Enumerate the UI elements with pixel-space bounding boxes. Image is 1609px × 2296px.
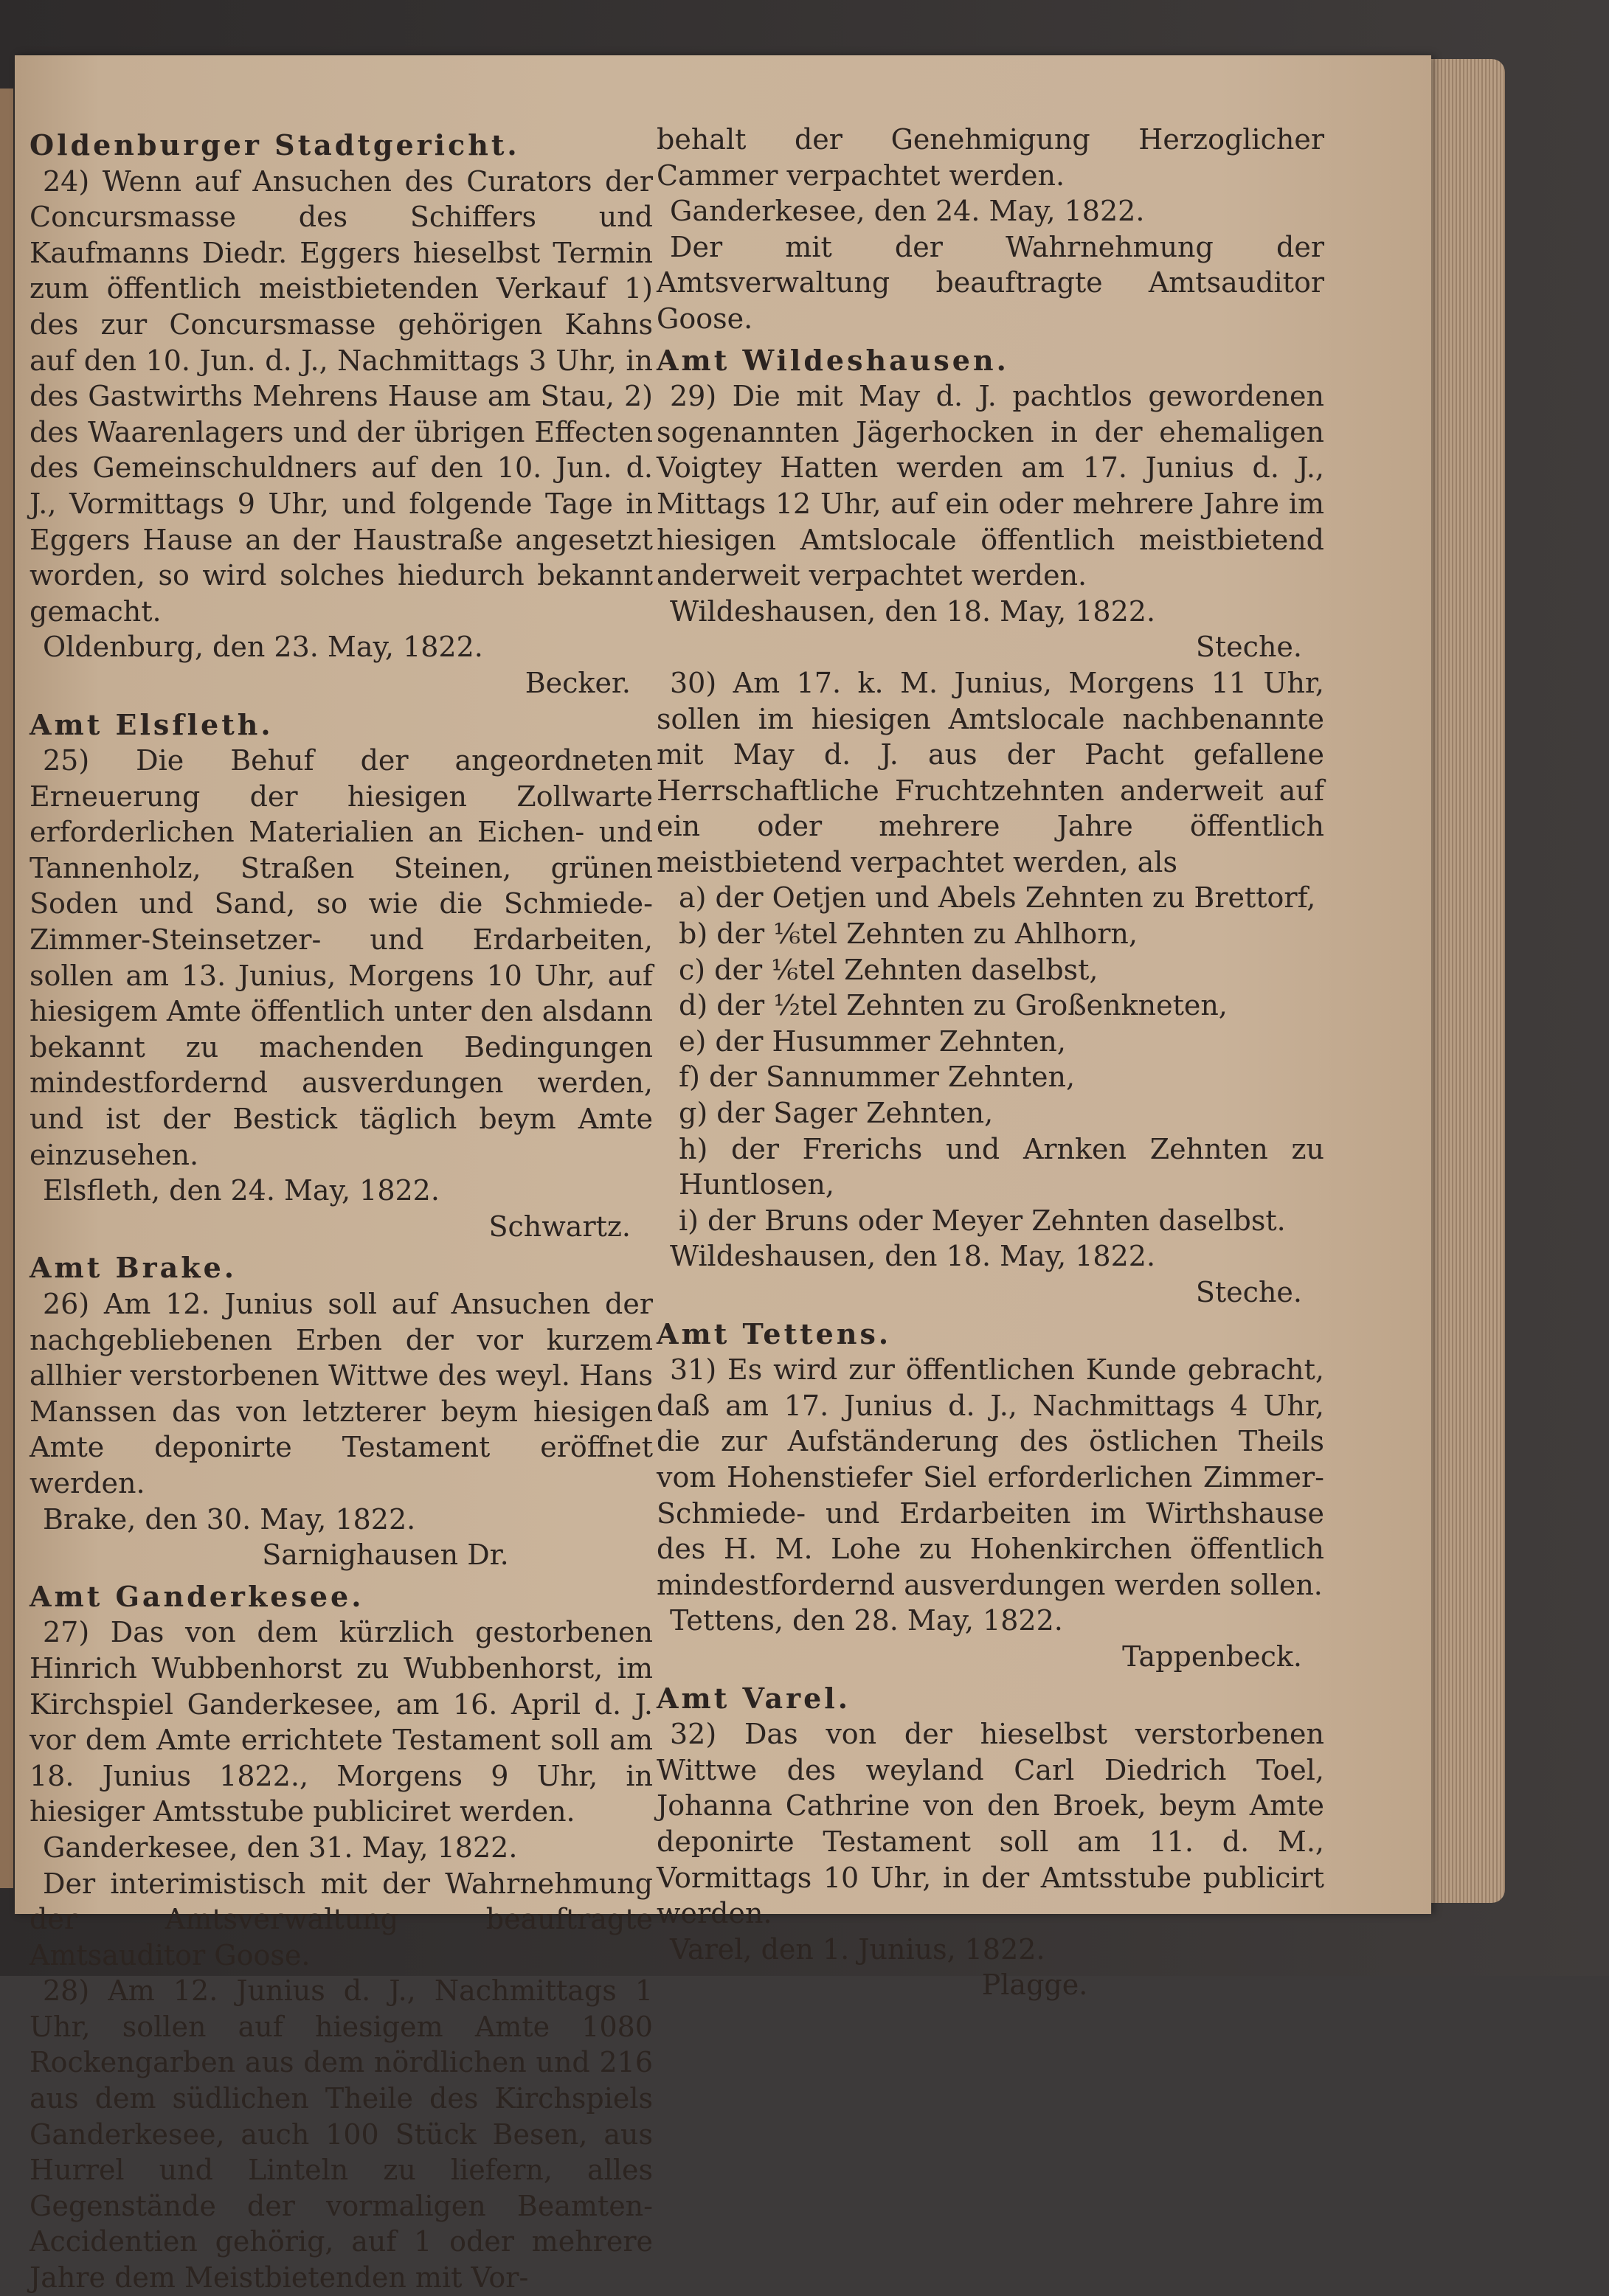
place-date: Brake, den 30. May, 1822. [43, 1502, 416, 1536]
place-date: Elsfleth, den 24. May, 1822. [43, 1174, 440, 1207]
document-page [15, 55, 1431, 2295]
section-heading-brake: Amt Brake. [30, 1251, 237, 1285]
place-date: Tettens, den 28. May, 1822. [670, 1604, 1063, 1637]
notice-27: 27) Das von dem kürzlich gestorbenen Hinrich Wubbenhorst zu Wubbenhorst, im Kirchspiel Ganderkesee, am 16. April d. J. vor dem Amte errichtete Testament soll am 18. Junius 1822., Morgens 9 Uhr, in hiesiger Amtsstube publiciret werden. [30, 1616, 653, 1828]
section-heading-varel: Amt Varel. [657, 1681, 851, 1715]
list-item: a) der Oetjen und Abels Zehnten zu Brettorf, [679, 881, 1316, 915]
list-item: d) der ½tel Zehnten zu Großenkneten, [679, 989, 1228, 1022]
signature: Steche. [1195, 1276, 1302, 1308]
place-date: Ganderkesee, den 31. May, 1822. [43, 1831, 518, 1864]
right-column [657, 122, 1324, 2003]
place-date: Varel, den 1. Junius, 1822. [670, 1932, 1045, 1966]
place-date: Oldenburg, den 23. May, 1822. [43, 631, 483, 664]
signature: Schwartz. [488, 1210, 631, 1243]
signature: Steche. [1195, 631, 1302, 664]
notice-30: 30) Am 17. k. M. Junius, Morgens 11 Uhr, sollen im hiesigen Amtslocale nachbenannte mit May d. J. aus der Pacht gefallene Herrschaftliche Fruchtzehnten anderweit auf ein oder mehrere Jahre öffentlich meistbietend verpachtet werden, als [657, 666, 1324, 878]
signature-name: Goose. [657, 302, 753, 335]
signature-name: Goose. [214, 1938, 311, 1971]
facing-page-edge [0, 89, 13, 1888]
notice-28-continuation: behalt der Genehmigung Herzoglicher Cammer verpachtet werden. [657, 123, 1324, 192]
list-item: f) der Sannummer Zehnten, [679, 1061, 1076, 1094]
section-heading-oldenburg: Oldenburger Stadtgericht. [30, 128, 520, 162]
list-item: i) der Bruns oder Meyer Zehnten daselbst. [679, 1204, 1286, 1237]
signature-line [30, 1866, 653, 1974]
notice-28: 28) Am 12. Junius d. J., Nachmittags 1 Uhr, sollen auf hiesigem Amte 1080 Rockengarben aus dem nördlichen und 216 aus dem südlichen Theile des Kirchspiels Ganderkesee, auch 100 Stück Besen, aus Hurrel und Linteln zu liefern, alles Gegenstände der vormaligen Beamten-Accidentien gehörig, auf 1 oder mehrere Jahre dem Meistbietenden mit Vor- [30, 1974, 653, 2295]
notice-26: 26) Am 12. Junius soll auf Ansuchen der nachgebliebenen Erben der vor kurzem allhier verstorbenen Wittwe des weyl. Hans Manssen das von letzterer beym hiesigen Amte deponirte Testament eröffnet werden. [30, 1288, 653, 1499]
list-item: g) der Sager Zehnten, [679, 1097, 994, 1130]
signature-line [657, 229, 1324, 337]
place-date: Wildeshausen, den 18. May, 1822. [670, 594, 1156, 628]
signature-text: Der mit der Wahrnehmung der Amtsverwaltung beauftragte Amtsauditor [657, 230, 1324, 299]
signature: Sarnighausen Dr. [262, 1539, 509, 1572]
notice-25: 25) Die Behuf der angeordneten Erneuerung der hiesigen Zollwarte erforderlichen Materialien an Eichen- und Tannenholz, Straßen Steinen, grünen Soden und Sand, so wie die Schmiede-Zimmer-Steinsetzer- und Erdarbeiten, sollen am 13. Junius, Morgens 10 Uhr, auf hiesigem Amte öffentlich unter den alsdann bekannt zu machenden Bedingungen mindestfordernd ausverdungen werden, und ist der Bestick täglich beym Amte einzusehen. [30, 744, 653, 1171]
left-column [30, 122, 653, 2296]
list-item: h) der Frerichs und Arnken Zehnten zu Huntlosen, [679, 1132, 1324, 1201]
place-date: Ganderkesee, den 24. May, 1822. [670, 195, 1145, 228]
section-heading-elsfleth: Amt Elsfleth. [30, 707, 274, 741]
notice-24: 24) Wenn auf Ansuchen des Curators der Concursmasse des Schiffers und Kaufmanns Diedr. Eggers hieselbst Termin zum öffentlich meistbietenden Verkauf 1) des zur Concursmasse gehörigen Kahns auf den 10. Jun. d. J., Nachmittags 3 Uhr, in des Gastwirths Mehrens Hause am Stau, 2) des Waarenlagers und der übrigen Effecten des Gemeinschuldners auf den 10. Jun. d. J., Vormittags 9 Uhr, und folgende Tage in Eggers Hause an der Haustraße angesetzt worden, so wird solches hiedurch bekannt gemacht. [30, 164, 653, 628]
section-heading-tettens: Amt Tettens. [657, 1317, 892, 1350]
place-date: Wildeshausen, den 18. May, 1822. [670, 1240, 1156, 1273]
list-item: c) der ⅙tel Zehnten daselbst, [679, 953, 1098, 986]
list-item: e) der Husummer Zehnten, [679, 1024, 1066, 1058]
notice-31: 31) Es wird zur öffentlichen Kunde gebracht, daß am 17. Junius d. J., Nachmittags 4 Uhr, die zur Aufständerung des östlichen Theils vom Hohenstiefer Siel erforderlichen Zimmer-Schmiede- und Erdarbeiten im Wirthshause des H. M. Lohe zu Hohenkirchen öffentlich mindestfordernd ausverdungen werden sollen. [657, 1353, 1324, 1601]
section-heading-ganderkesee: Amt Ganderkesee. [30, 1579, 364, 1613]
notice-29: 29) Die mit May d. J. pachtlos gewordenen sogenannten Jägerhocken in der ehemaligen Voigtey Hatten werden am 17. Junius d. J., Mittags 12 Uhr, auf ein oder mehrere Jahre im hiesigen Amtslocale öffentlich meistbietend anderweit verpachtet werden. [657, 380, 1324, 592]
list-item: b) der ⅙tel Zehnten zu Ahlhorn, [679, 918, 1138, 951]
section-heading-wildeshausen: Amt Wildeshausen. [657, 343, 1009, 377]
signature: Tappenbeck. [1122, 1640, 1302, 1673]
signature: Becker. [525, 666, 631, 699]
notice-32: 32) Das von der hieselbst verstorbenen Wittwe des weyland Carl Diedrich Toel, Johanna Cathrine von den Broek, beym Amte deponirte Testament soll am 11. d. M., Vormittags 10 Uhr, in der Amtsstube publicirt werden. [657, 1718, 1324, 1930]
signature: Plagge. [981, 1969, 1088, 2002]
signature-text: Der interimistisch mit der Wahrnehmung der Amtsverwaltung beauftragte Amtsauditor [30, 1867, 653, 1971]
